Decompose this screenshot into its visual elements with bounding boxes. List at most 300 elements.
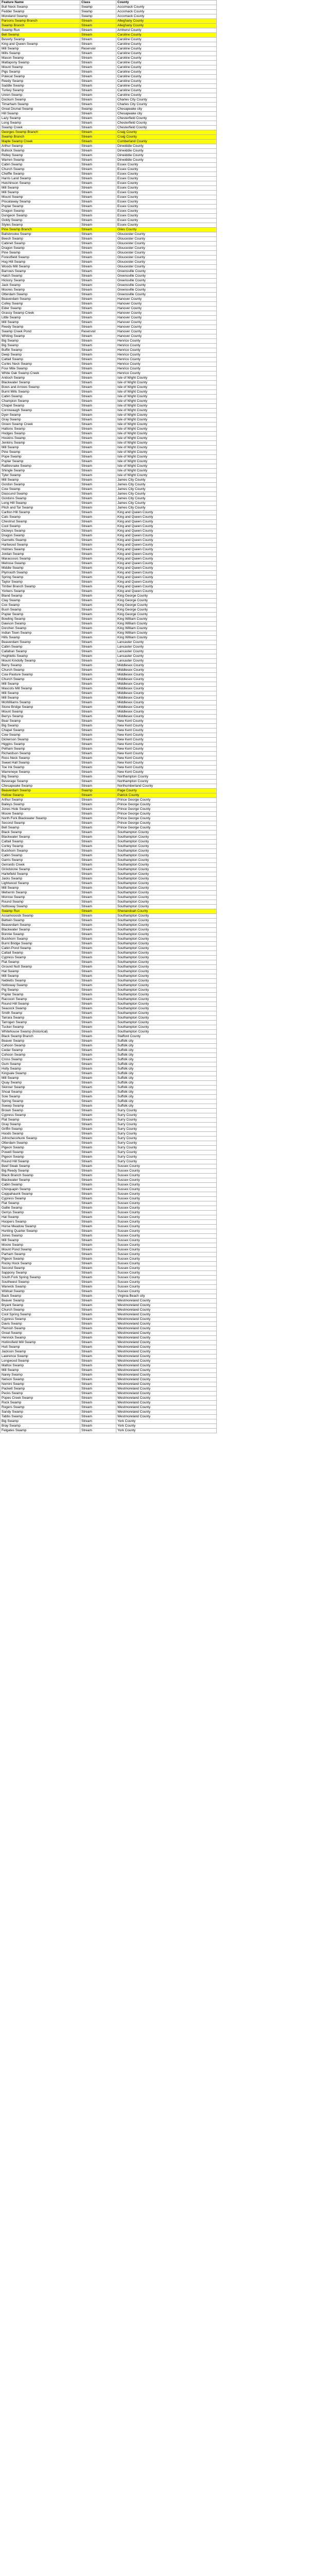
feature-name-cell[interactable]: Burnt Bridge Swamp xyxy=(1,942,80,946)
feature-name-cell[interactable]: Plymouth Swamp xyxy=(1,571,80,575)
county-cell[interactable]: Westmoreland County xyxy=(116,1354,217,1359)
county-cell[interactable]: Sussex County xyxy=(116,1234,217,1239)
class-cell[interactable]: Stream xyxy=(80,395,116,399)
class-cell[interactable]: Stream xyxy=(80,599,116,603)
county-cell[interactable]: Prince George County xyxy=(116,803,217,807)
county-cell[interactable]: Caroline County xyxy=(116,52,217,56)
class-cell[interactable]: Stream xyxy=(80,821,116,826)
feature-name-cell[interactable]: Yorkers Swamp xyxy=(1,589,80,594)
feature-name-cell[interactable]: Dragon Swamp xyxy=(1,246,80,251)
class-cell[interactable]: Stream xyxy=(80,1044,116,1048)
class-cell[interactable]: Stream xyxy=(80,844,116,849)
feature-name-cell[interactable]: Cedar Swamp xyxy=(1,1048,80,1053)
class-cell[interactable]: Stream xyxy=(80,1011,116,1016)
class-cell[interactable]: Stream xyxy=(80,56,116,61)
county-cell[interactable]: Gloucester County xyxy=(116,251,217,256)
county-cell[interactable]: Westmoreland County xyxy=(116,1331,217,1336)
county-cell[interactable]: Surry County xyxy=(116,1109,217,1113)
county-cell[interactable]: Essex County xyxy=(116,167,217,172)
feature-name-cell[interactable]: Cool Spring Swamp xyxy=(1,1313,80,1317)
county-cell[interactable]: Suffolk city xyxy=(116,1086,217,1090)
county-cell[interactable]: Westmoreland County xyxy=(116,1410,217,1415)
county-cell[interactable]: Westmoreland County xyxy=(116,1336,217,1341)
county-cell[interactable]: Hanover County xyxy=(116,297,217,302)
county-cell[interactable]: Southampton County xyxy=(116,858,217,863)
county-cell[interactable]: Westmoreland County xyxy=(116,1359,217,1364)
feature-name-cell[interactable]: Beaverdam Swamp xyxy=(1,789,80,793)
feature-name-cell[interactable]: Chapel Swamp xyxy=(1,728,80,733)
feature-name-cell[interactable]: Mill Swamp xyxy=(1,682,80,687)
county-cell[interactable]: Sussex County xyxy=(116,1164,217,1169)
county-cell[interactable]: Westmoreland County xyxy=(116,1308,217,1313)
feature-name-cell[interactable]: Sappony Swamp xyxy=(1,1271,80,1276)
county-cell[interactable]: James City County xyxy=(116,492,217,497)
feature-name-cell[interactable]: Sow Swamp xyxy=(1,1095,80,1099)
class-cell[interactable]: Stream xyxy=(80,116,116,121)
class-cell[interactable]: Stream xyxy=(80,1164,116,1169)
county-cell[interactable]: Sussex County xyxy=(116,1290,217,1294)
county-cell[interactable]: King George County xyxy=(116,599,217,603)
feature-name-cell[interactable]: Second Swamp xyxy=(1,821,80,826)
class-cell[interactable]: Stream xyxy=(80,742,116,747)
class-cell[interactable]: Stream xyxy=(80,715,116,719)
class-cell[interactable]: Stream xyxy=(80,483,116,487)
feature-name-cell[interactable]: Fedder Swamp xyxy=(1,10,80,14)
feature-name-cell[interactable]: Jacks Swamp xyxy=(1,877,80,882)
feature-name-cell[interactable]: Moores Swamp xyxy=(1,288,80,293)
county-cell[interactable]: Lancaster County xyxy=(116,640,217,645)
county-cell[interactable]: Suffolk city xyxy=(116,1099,217,1104)
county-cell[interactable]: Westmoreland County xyxy=(116,1303,217,1308)
county-cell[interactable]: Middlesex County xyxy=(116,705,217,710)
feature-name-cell[interactable]: Meherrin Swamp xyxy=(1,891,80,895)
class-cell[interactable]: Stream xyxy=(80,1341,116,1345)
class-cell[interactable]: Stream xyxy=(80,325,116,330)
county-cell[interactable]: Patrick County xyxy=(116,793,217,798)
feature-name-cell[interactable]: Beaver Swamp xyxy=(1,1299,80,1303)
class-cell[interactable]: Stream xyxy=(80,691,116,696)
feature-name-cell[interactable]: Pigeon Swamp xyxy=(1,1155,80,1160)
county-cell[interactable]: Caroline County xyxy=(116,79,217,84)
class-cell[interactable]: Stream xyxy=(80,608,116,613)
class-cell[interactable]: Stream xyxy=(80,446,116,450)
county-cell[interactable]: New Kent County xyxy=(116,728,217,733)
county-cell[interactable]: Northampton County xyxy=(116,779,217,784)
class-cell[interactable]: Stream xyxy=(80,1178,116,1183)
feature-name-cell[interactable]: Indian Town Swamp xyxy=(1,631,80,636)
class-cell[interactable]: Stream xyxy=(80,1215,116,1220)
class-cell[interactable]: Stream xyxy=(80,320,116,325)
county-cell[interactable]: Surry County xyxy=(116,1113,217,1118)
class-cell[interactable]: Stream xyxy=(80,1183,116,1188)
class-cell[interactable]: Stream xyxy=(80,492,116,497)
class-cell[interactable]: Swamp xyxy=(80,5,116,10)
county-cell[interactable]: Isle of Wight County xyxy=(116,446,217,450)
class-cell[interactable]: Stream xyxy=(80,1359,116,1364)
feature-name-cell[interactable]: Hattons Swamp xyxy=(1,427,80,432)
class-cell[interactable]: Stream xyxy=(80,75,116,79)
county-cell[interactable]: Suffolk city xyxy=(116,1058,217,1062)
county-cell[interactable]: Isle of Wight County xyxy=(116,450,217,455)
feature-name-cell[interactable]: Brown Swamp xyxy=(1,1109,80,1113)
feature-name-cell[interactable]: Big Swamp xyxy=(1,1419,80,1424)
county-cell[interactable]: Accomack County xyxy=(116,5,217,10)
class-cell[interactable]: Stream xyxy=(80,1016,116,1021)
class-cell[interactable]: Stream xyxy=(80,956,116,960)
county-cell[interactable]: Lancaster County xyxy=(116,645,217,650)
class-cell[interactable]: Swamp xyxy=(80,107,116,112)
feature-name-cell[interactable]: Tyler Swamp xyxy=(1,473,80,478)
county-cell[interactable]: Southampton County xyxy=(116,891,217,895)
county-cell[interactable]: Southampton County xyxy=(116,863,217,868)
feature-name-cell[interactable]: Parsons Swamp Branch xyxy=(1,19,80,24)
county-cell[interactable]: Henrico County xyxy=(116,362,217,367)
class-cell[interactable]: Stream xyxy=(80,126,116,130)
feature-name-cell[interactable]: Berry Swamp xyxy=(1,664,80,668)
class-cell[interactable]: Stream xyxy=(80,487,116,492)
county-cell[interactable]: Gloucester County xyxy=(116,242,217,246)
county-cell[interactable]: Surry County xyxy=(116,1123,217,1127)
class-cell[interactable]: Stream xyxy=(80,172,116,177)
feature-name-cell[interactable]: Taylor Swamp xyxy=(1,580,80,585)
feature-name-cell[interactable]: Tabbs Swamp xyxy=(1,1415,80,1419)
feature-name-cell[interactable]: Eider Swamp xyxy=(1,307,80,311)
class-cell[interactable]: Stream xyxy=(80,256,116,260)
feature-name-cell[interactable]: Church Swamp xyxy=(1,677,80,682)
county-cell[interactable]: Hanover County xyxy=(116,316,217,320)
feature-name-cell[interactable]: Toe Ink Swamp xyxy=(1,766,80,770)
county-cell[interactable]: Isle of Wight County xyxy=(116,469,217,473)
class-cell[interactable]: Stream xyxy=(80,511,116,515)
county-cell[interactable]: Essex County xyxy=(116,163,217,167)
class-cell[interactable]: Stream xyxy=(80,1192,116,1197)
class-cell[interactable]: Stream xyxy=(80,1025,116,1030)
feature-name-cell[interactable]: Timber Branch Swamp xyxy=(1,585,80,589)
class-cell[interactable]: Stream xyxy=(80,524,116,529)
feature-name-cell[interactable]: Hodges Swamp xyxy=(1,432,80,436)
feature-name-cell[interactable]: Long Swamp xyxy=(1,121,80,126)
feature-name-cell[interactable]: Smith Swamp xyxy=(1,1011,80,1016)
class-cell[interactable]: Reservoir xyxy=(80,330,116,334)
class-cell[interactable]: Stream xyxy=(80,622,116,626)
class-cell[interactable]: Stream xyxy=(80,409,116,413)
county-cell[interactable]: Prince George County xyxy=(116,817,217,821)
county-cell[interactable]: Virginia Beach city xyxy=(116,1294,217,1299)
class-cell[interactable]: Stream xyxy=(80,191,116,195)
class-cell[interactable]: Stream xyxy=(80,1327,116,1331)
class-cell[interactable]: Stream xyxy=(80,1095,116,1099)
class-cell[interactable]: Stream xyxy=(80,228,116,232)
feature-name-cell[interactable]: Cow Swamp xyxy=(1,487,80,492)
feature-name-cell[interactable]: Chestnut Swamp xyxy=(1,520,80,524)
county-cell[interactable]: King and Queen County xyxy=(116,566,217,571)
class-cell[interactable]: Stream xyxy=(80,1220,116,1225)
county-cell[interactable]: Prince George County xyxy=(116,798,217,803)
county-cell[interactable]: Isle of Wight County xyxy=(116,390,217,395)
county-cell[interactable]: Suffolk city xyxy=(116,1039,217,1044)
county-cell[interactable]: Middlesex County xyxy=(116,677,217,682)
class-cell[interactable]: Stream xyxy=(80,705,116,710)
feature-name-cell[interactable]: Second Swamp xyxy=(1,1266,80,1271)
feature-name-cell[interactable]: Little Swamp xyxy=(1,316,80,320)
class-cell[interactable]: Stream xyxy=(80,766,116,770)
class-cell[interactable]: Stream xyxy=(80,237,116,242)
county-cell[interactable]: Isle of Wight County xyxy=(116,399,217,404)
feature-name-cell[interactable]: Chesapeake Swamp xyxy=(1,784,80,789)
class-cell[interactable]: Stream xyxy=(80,997,116,1002)
class-cell[interactable]: Stream xyxy=(80,557,116,562)
class-cell[interactable]: Stream xyxy=(80,223,116,228)
feature-name-cell[interactable]: Dragon Swamp xyxy=(1,534,80,538)
feature-name-cell[interactable]: Dragon Swamp xyxy=(1,209,80,214)
class-cell[interactable]: Stream xyxy=(80,1368,116,1373)
feature-name-cell[interactable]: Mount Swamp xyxy=(1,710,80,715)
class-cell[interactable]: Stream xyxy=(80,534,116,538)
county-cell[interactable]: Accomack County xyxy=(116,14,217,19)
class-cell[interactable]: Stream xyxy=(80,274,116,279)
county-cell[interactable]: Charles City County xyxy=(116,103,217,107)
feature-name-cell[interactable]: Mill Swamp xyxy=(1,1076,80,1081)
feature-name-cell[interactable]: Mount Swamp xyxy=(1,195,80,200)
class-cell[interactable]: Stream xyxy=(80,501,116,506)
feature-name-cell[interactable]: Raccoon Swamp xyxy=(1,997,80,1002)
feature-name-cell[interactable]: Mill Swamp xyxy=(1,186,80,191)
feature-name-cell[interactable]: Wildcat Swamp xyxy=(1,1290,80,1294)
class-cell[interactable]: Stream xyxy=(80,1225,116,1229)
county-cell[interactable]: Sussex County xyxy=(116,1271,217,1276)
county-cell[interactable]: Essex County xyxy=(116,209,217,214)
class-cell[interactable]: Stream xyxy=(80,367,116,371)
feature-name-cell[interactable]: Cabin Swamp xyxy=(1,1183,80,1188)
class-cell[interactable]: Stream xyxy=(80,919,116,923)
class-cell[interactable]: Stream xyxy=(80,339,116,344)
class-cell[interactable]: Stream xyxy=(80,1127,116,1132)
county-cell[interactable]: Suffolk city xyxy=(116,1076,217,1081)
feature-name-cell[interactable]: Rattlesnake Swamp xyxy=(1,464,80,469)
feature-name-cell[interactable]: Hill Swamp xyxy=(1,112,80,116)
county-cell[interactable]: Sussex County xyxy=(116,1248,217,1252)
feature-name-cell[interactable]: Whitehouse Swamp (historical) xyxy=(1,1030,80,1035)
feature-name-cell[interactable]: Saddle Swamp xyxy=(1,84,80,89)
feature-name-cell[interactable]: Gordon Swamp xyxy=(1,483,80,487)
feature-name-cell[interactable]: Bowling Swamp xyxy=(1,617,80,622)
feature-name-cell[interactable]: Big Swamp xyxy=(1,724,80,728)
feature-name-cell[interactable]: Skinner Swamp xyxy=(1,1086,80,1090)
feature-name-cell[interactable]: Great Dismal Swamp xyxy=(1,107,80,112)
county-cell[interactable]: Middlesex County xyxy=(116,701,217,705)
feature-name-cell[interactable]: Nomini Swamp xyxy=(1,1382,80,1387)
county-cell[interactable]: Suffolk city xyxy=(116,1081,217,1086)
feature-name-cell[interactable]: Timarham Swamp xyxy=(1,103,80,107)
feature-name-cell[interactable]: Blackwater Swamp xyxy=(1,928,80,933)
class-cell[interactable]: Stream xyxy=(80,1401,116,1405)
county-cell[interactable]: Southampton County xyxy=(116,895,217,900)
county-cell[interactable]: Essex County xyxy=(116,181,217,186)
feature-name-cell[interactable]: Rogers Swamp xyxy=(1,1405,80,1410)
feature-name-cell[interactable]: Beltwin Swamp xyxy=(1,919,80,923)
class-cell[interactable]: Stream xyxy=(80,200,116,205)
class-cell[interactable]: Stream xyxy=(80,469,116,473)
county-cell[interactable]: Henrico County xyxy=(116,367,217,371)
county-cell[interactable]: Page County xyxy=(116,789,217,793)
feature-name-cell[interactable]: Pope Swamp xyxy=(1,455,80,460)
county-cell[interactable]: Southampton County xyxy=(116,974,217,979)
county-cell[interactable]: Hanover County xyxy=(116,334,217,339)
county-cell[interactable]: Southampton County xyxy=(116,1002,217,1007)
class-cell[interactable]: Stream xyxy=(80,937,116,942)
county-cell[interactable]: Sussex County xyxy=(116,1229,217,1234)
county-cell[interactable]: Southampton County xyxy=(116,882,217,886)
class-cell[interactable]: Stream xyxy=(80,1257,116,1262)
county-cell[interactable]: King and Queen County xyxy=(116,571,217,575)
county-cell[interactable]: Southampton County xyxy=(116,844,217,849)
feature-name-cell[interactable]: Mills Swamp xyxy=(1,52,80,56)
county-cell[interactable]: James City County xyxy=(116,506,217,511)
county-cell[interactable]: Sussex County xyxy=(116,1257,217,1262)
county-cell[interactable]: Sussex County xyxy=(116,1206,217,1211)
feature-name-cell[interactable]: Church Swamp xyxy=(1,668,80,673)
county-cell[interactable]: Gloucester County xyxy=(116,237,217,242)
feature-name-cell[interactable]: Hollinsfield Mill Swamp xyxy=(1,1341,80,1345)
class-cell[interactable]: Stream xyxy=(80,682,116,687)
class-cell[interactable]: Stream xyxy=(80,891,116,895)
county-cell[interactable]: Southampton County xyxy=(116,979,217,984)
county-cell[interactable]: Gloucester County xyxy=(116,246,217,251)
feature-name-cell[interactable]: Nebletts Swamp xyxy=(1,979,80,984)
class-cell[interactable]: Stream xyxy=(80,1262,116,1266)
class-cell[interactable]: Stream xyxy=(80,798,116,803)
class-cell[interactable]: Stream xyxy=(80,283,116,288)
feature-name-cell[interactable]: Warreneye Swamp xyxy=(1,770,80,775)
feature-name-cell[interactable]: Bland Swamp xyxy=(1,594,80,599)
feature-name-cell[interactable]: Spring Swamp xyxy=(1,575,80,580)
county-cell[interactable]: Westmoreland County xyxy=(116,1345,217,1350)
class-cell[interactable]: Stream xyxy=(80,1206,116,1211)
feature-name-cell[interactable]: Narey Swamp xyxy=(1,1373,80,1378)
class-cell[interactable]: Stream xyxy=(80,1062,116,1067)
class-cell[interactable]: Stream xyxy=(80,872,116,877)
county-cell[interactable]: Lancaster County xyxy=(116,659,217,664)
class-cell[interactable]: Stream xyxy=(80,334,116,339)
county-cell[interactable]: Lancaster County xyxy=(116,654,217,659)
class-cell[interactable]: Stream xyxy=(80,817,116,821)
county-cell[interactable]: Caroline County xyxy=(116,65,217,70)
feature-name-cell[interactable]: Coppahaunk Swamp xyxy=(1,1192,80,1197)
feature-name-cell[interactable]: Seacock Swamp xyxy=(1,1007,80,1011)
class-cell[interactable]: Stream xyxy=(80,1405,116,1410)
class-cell[interactable]: Stream xyxy=(80,752,116,756)
county-cell[interactable]: Sussex County xyxy=(116,1266,217,1271)
class-cell[interactable]: Stream xyxy=(80,979,116,984)
class-cell[interactable]: Stream xyxy=(80,738,116,742)
feature-name-cell[interactable]: Poplar Swamp xyxy=(1,993,80,997)
feature-name-cell[interactable]: Pine Swamp Branch xyxy=(1,228,80,232)
feature-name-cell[interactable]: Parham Swamp xyxy=(1,1252,80,1257)
feature-name-cell[interactable]: Dorchen Swamp xyxy=(1,626,80,631)
feature-name-cell[interactable]: Mill Swamp xyxy=(1,191,80,195)
feature-name-cell[interactable]: Chapel Swamp xyxy=(1,404,80,409)
feature-name-cell[interactable]: Nottoway Swamp xyxy=(1,905,80,909)
feature-name-cell[interactable]: Maracossic Swamp xyxy=(1,557,80,562)
county-cell[interactable]: Henrico County xyxy=(116,348,217,353)
class-cell[interactable]: Stream xyxy=(80,242,116,246)
feature-name-cell[interactable]: Gerrards Creek xyxy=(1,863,80,868)
county-cell[interactable]: Southampton County xyxy=(116,933,217,937)
class-cell[interactable]: Stream xyxy=(80,112,116,116)
feature-name-cell[interactable]: Mill Swamp xyxy=(1,47,80,52)
class-cell[interactable]: Stream xyxy=(80,960,116,965)
class-cell[interactable]: Stream xyxy=(80,923,116,928)
feature-name-cell[interactable]: Mattapony Swamp xyxy=(1,61,80,65)
feature-name-cell[interactable]: Harris Land Swamp xyxy=(1,177,80,181)
county-cell[interactable]: Craig County xyxy=(116,130,217,135)
county-cell[interactable]: Isle of Wight County xyxy=(116,464,217,469)
county-cell[interactable]: Southampton County xyxy=(116,1011,217,1016)
class-cell[interactable]: Stream xyxy=(80,385,116,390)
feature-name-cell[interactable]: Bull Neck Swamp xyxy=(1,5,80,10)
feature-name-cell[interactable]: Lightwood Swamp xyxy=(1,882,80,886)
class-cell[interactable]: Stream xyxy=(80,664,116,668)
class-cell[interactable]: Stream xyxy=(80,269,116,274)
county-cell[interactable]: Sussex County xyxy=(116,1192,217,1197)
class-cell[interactable]: Stream xyxy=(80,886,116,891)
feature-name-cell[interactable]: Antioch Swamp xyxy=(1,376,80,381)
county-cell[interactable]: Henrico County xyxy=(116,353,217,358)
feature-name-cell[interactable]: Cabin Swamp xyxy=(1,163,80,167)
feature-name-cell[interactable]: Swamp Creek xyxy=(1,126,80,130)
county-cell[interactable]: Essex County xyxy=(116,218,217,223)
feature-name-cell[interactable]: Kingsale Swamp xyxy=(1,1072,80,1076)
feature-name-cell[interactable]: Hartwood Swamp xyxy=(1,543,80,548)
feature-name-cell[interactable]: Pine Swamp xyxy=(1,450,80,455)
county-cell[interactable]: Greensville County xyxy=(116,293,217,297)
county-cell[interactable]: Caroline County xyxy=(116,89,217,93)
class-cell[interactable]: Stream xyxy=(80,803,116,807)
feature-name-cell[interactable]: Cypress Swamp xyxy=(1,1317,80,1322)
class-cell[interactable]: Stream xyxy=(80,1322,116,1327)
feature-name-cell[interactable]: Cahoon Swamp xyxy=(1,1044,80,1048)
feature-name-cell[interactable]: Nottoway Swamp xyxy=(1,984,80,988)
class-cell[interactable]: Stream xyxy=(80,24,116,28)
feature-name-cell[interactable]: Beech Swamp xyxy=(1,237,80,242)
county-cell[interactable]: Sussex County xyxy=(116,1201,217,1206)
county-cell[interactable]: New Kent County xyxy=(116,761,217,766)
class-cell[interactable]: Stream xyxy=(80,988,116,993)
feature-name-cell[interactable]: Gordons Swamp xyxy=(1,497,80,501)
class-cell[interactable]: Stream xyxy=(80,1290,116,1294)
county-cell[interactable]: Essex County xyxy=(116,200,217,205)
feature-name-cell[interactable]: McWilliams Swamp xyxy=(1,701,80,705)
feature-name-cell[interactable]: Burnt Mills Swamp xyxy=(1,390,80,395)
class-cell[interactable]: Stream xyxy=(80,636,116,640)
class-cell[interactable]: Stream xyxy=(80,1392,116,1396)
county-cell[interactable]: King William County xyxy=(116,631,217,636)
class-cell[interactable]: Stream xyxy=(80,38,116,42)
class-cell[interactable]: Stream xyxy=(80,497,116,501)
feature-name-cell[interactable]: Jenkins Swamp xyxy=(1,441,80,446)
class-cell[interactable]: Stream xyxy=(80,42,116,47)
county-cell[interactable]: King and Queen County xyxy=(116,543,217,548)
feature-name-cell[interactable]: Ground Nutt Swamp xyxy=(1,965,80,970)
class-cell[interactable]: Stream xyxy=(80,186,116,191)
class-cell[interactable]: Stream xyxy=(80,218,116,223)
feature-name-cell[interactable]: Great Swamp xyxy=(1,1331,80,1336)
feature-name-cell[interactable]: Gallie Swamp xyxy=(1,1206,80,1211)
feature-name-cell[interactable]: Spring Swamp xyxy=(1,1099,80,1104)
class-cell[interactable]: Stream xyxy=(80,1252,116,1257)
county-cell[interactable]: Northampton County xyxy=(116,775,217,779)
class-cell[interactable]: Stream xyxy=(80,19,116,24)
